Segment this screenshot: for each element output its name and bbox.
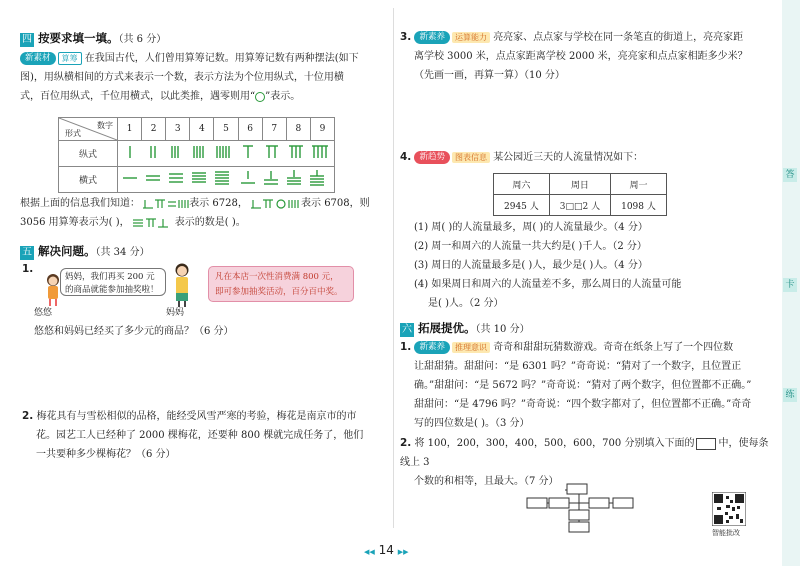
rods-question bbox=[20, 49, 388, 106]
q1-question: 悠悠和妈妈已经买了多少元的商品？（6 分） bbox=[34, 326, 234, 337]
q3-subtag: 运算能力 bbox=[452, 32, 490, 43]
mom-icon bbox=[167, 262, 197, 308]
digit-cell: 3 bbox=[166, 118, 190, 141]
q2-block bbox=[22, 407, 387, 464]
vertical-rods-graphic bbox=[118, 141, 334, 163]
promo-box: 凡在本店一次性消费满 800 元，即可参加抽奖活动，百分百中奖。 bbox=[208, 266, 354, 302]
horizontal-rods-graphic bbox=[118, 167, 334, 189]
q4-sub-3: (3) 周日的人流量最多是( )人，最少是( )人。（4 分） bbox=[414, 260, 648, 271]
section-4-title: 按要求填一填。 bbox=[38, 31, 119, 45]
section-4-badge: 四 bbox=[22, 33, 32, 45]
q3-line-1: 亮亮家、点点家与学校在同一条笔直的街道上，亮亮家距 bbox=[493, 32, 744, 43]
digit-cell: 5 bbox=[214, 118, 238, 141]
section-6-points: （共 10 分） bbox=[475, 324, 530, 335]
q4-sub-2: (2) 周一和周六的人流量一共大约是( )千人。（2 分） bbox=[414, 241, 647, 252]
rods-followup bbox=[20, 194, 388, 232]
prev-arrows-icon: ◀◀ bbox=[364, 548, 375, 556]
q3-line-3: （先画一画，再算一算）（10 分） bbox=[414, 70, 565, 81]
section-6-badge: 六 bbox=[402, 323, 412, 335]
box-diagram bbox=[525, 480, 645, 537]
q3-block bbox=[400, 28, 770, 85]
box-diagram-graphic bbox=[525, 480, 645, 534]
visitor-table bbox=[493, 173, 667, 216]
q4-subtag: 图表信息 bbox=[452, 152, 490, 163]
speech-bubble: 妈妈，我们再买 200 元的商品就能参加抽奖啦！ bbox=[60, 268, 166, 296]
q3-number: 3. bbox=[400, 31, 412, 43]
q6-1-block bbox=[400, 338, 770, 433]
new-material-tag: 新素材 bbox=[20, 52, 56, 65]
section-5-title: 解决问题。 bbox=[38, 244, 96, 258]
q2-line-1: 梅花具有与雪松相似的品格，能经受风雪严寒的考验，梅花是南京市的市 bbox=[36, 411, 357, 422]
rods-followup-1: 根据上面的信息我们知道： bbox=[20, 198, 140, 209]
visitor-value-mon: 1098 人 bbox=[611, 195, 667, 216]
blank-box-icon bbox=[696, 438, 716, 450]
qr-label: 智能批改 bbox=[712, 529, 740, 537]
rods-followup-2: 表示 6728， bbox=[189, 198, 248, 209]
rods-followup-4: 3056 用算筹表示为( )， bbox=[20, 217, 130, 228]
corner-form-label: 形式 bbox=[65, 129, 81, 138]
digit-cell: 7 bbox=[262, 118, 286, 141]
page-number-area bbox=[364, 543, 409, 557]
digit-cell: 2 bbox=[142, 118, 166, 141]
q6-2-number: 2. bbox=[400, 437, 412, 449]
section-5-points: （共 34 分） bbox=[95, 247, 150, 258]
digit-cell: 6 bbox=[238, 118, 262, 141]
side-tab-3[interactable]: 练 bbox=[783, 388, 797, 402]
right-sidebar bbox=[782, 0, 800, 566]
digit-cell: 9 bbox=[310, 118, 334, 141]
q2-line-3: 一共要种多少棵梅花？（6 分） bbox=[36, 449, 176, 460]
q6-2-line-1a: 将 100，200，300，400，500，600，700 分别填入下面的 bbox=[414, 438, 695, 449]
q6-1-line-3: 确。”甜甜问：“是 5672 吗？”奇奇说：“猜对了两个数字，但位置都不正确。” bbox=[414, 380, 752, 391]
visitor-header-sat: 周六 bbox=[494, 174, 550, 195]
section-4-heading bbox=[20, 30, 166, 47]
q4-sub-4b: 是( )人。（2 分） bbox=[428, 298, 504, 309]
section-6-heading bbox=[400, 320, 530, 337]
section-6-title: 拓展提优。 bbox=[418, 321, 476, 335]
visitor-header-sun: 周日 bbox=[549, 174, 610, 195]
mom-illustration bbox=[167, 262, 197, 308]
visitor-header-mon: 周一 bbox=[611, 174, 667, 195]
rods-6708-icon bbox=[251, 198, 301, 210]
q6-2-line-2: 个数的和相等，且最大。（7 分） bbox=[414, 476, 559, 487]
q4-sub-1: (1) 周( )的人流量最多，周( )的人流量最少。（4 分） bbox=[414, 222, 648, 233]
page-number: 14 bbox=[378, 543, 394, 557]
digit-cell: 4 bbox=[190, 118, 214, 141]
next-arrows-icon: ▶▶ bbox=[397, 548, 409, 556]
qr-code-graphic bbox=[712, 492, 746, 526]
rods-subtag: 算筹 bbox=[58, 52, 82, 65]
girl-label: 悠悠 bbox=[34, 308, 53, 318]
digit-cell: 1 bbox=[118, 118, 142, 141]
q6-1-line-1: 奇奇和甜甜玩猜数游戏。奇奇在纸条上写了一个四位数 bbox=[493, 342, 734, 353]
q4-subquestions bbox=[400, 218, 770, 313]
q6-1-number: 1. bbox=[400, 341, 412, 353]
page-divider bbox=[393, 8, 394, 528]
section-4-points: （共 6 分） bbox=[118, 34, 167, 45]
visitor-value-sat: 2945 人 bbox=[494, 195, 550, 216]
digit-cell: 8 bbox=[286, 118, 310, 141]
rods-text-4: ”表示。 bbox=[265, 91, 301, 102]
q4-intro: 某公园近三天的人流量情况如下： bbox=[493, 152, 644, 163]
rods-text-2: 图)，用纵横相间的方式来表示一个数，表示方法为个位用纵式，十位用横 bbox=[20, 72, 344, 83]
mom-label: 妈妈 bbox=[166, 308, 185, 318]
section-5-heading bbox=[20, 243, 150, 260]
q6-1-line-2: 让甜甜猜。甜甜问：“是 6301 吗？”奇奇说：“猜对了一个数字，且位置正 bbox=[414, 361, 742, 372]
qr-code-icon[interactable] bbox=[712, 492, 746, 526]
q4-block bbox=[400, 148, 770, 167]
rods-followup-5: 表示的数是( )。 bbox=[174, 217, 246, 228]
q6-1-tag: 新素养 bbox=[414, 341, 450, 354]
rods-text-3: 式，百位用纵式，千位用横式，以此类推，遇零则用“ bbox=[20, 91, 256, 102]
rods-followup-3: 表示 6708，则 bbox=[301, 198, 370, 209]
side-tab-2[interactable]: 卡 bbox=[783, 278, 797, 292]
rods-text-1: 在我国古代，人们曾用算筹记数。用算筹记数有两种摆法(如下 bbox=[84, 53, 359, 64]
zero-circle-icon bbox=[255, 92, 265, 102]
q3-line-2: 离学校 3000 米，点点家距离学校 2000 米，亮亮家和点点家相距多少米？ bbox=[414, 51, 748, 62]
rods-table bbox=[58, 117, 335, 193]
rods-mystery-icon bbox=[133, 217, 175, 229]
vertical-form-label: 纵式 bbox=[59, 141, 118, 167]
q4-sub-4: (4) 如果周日和周六的人流量差不多，那么周日的人流量可能 bbox=[414, 279, 682, 290]
section-5-badge: 五 bbox=[22, 246, 32, 258]
horizontal-form-label: 横式 bbox=[59, 167, 118, 193]
corner-digits-label: 数字 bbox=[97, 121, 113, 130]
q4-tag: 新趋势 bbox=[414, 151, 450, 164]
q4-number: 4. bbox=[400, 151, 412, 163]
vertical-rods-row bbox=[118, 141, 335, 167]
q6-1-line-4: 甜甜问：“是 4796 吗？”奇奇说：“四个数字都对了，但位置都不正确。”奇奇 bbox=[414, 399, 752, 410]
q6-1-line-5: 写的四位数是( )。（3 分） bbox=[414, 418, 530, 429]
q3-tag: 新素养 bbox=[414, 31, 450, 44]
q6-1-subtag: 推理意识 bbox=[452, 342, 490, 353]
q6-2-line-1b: 中，使每条线上 3 bbox=[400, 438, 769, 468]
horizontal-rods-row bbox=[118, 167, 335, 193]
rods-6728-icon bbox=[143, 198, 189, 210]
q2-number: 2. bbox=[22, 410, 34, 422]
rods-table-corner bbox=[59, 118, 118, 141]
visitor-value-sun: 3□□2 人 bbox=[549, 195, 610, 216]
q2-line-2: 花。园艺工人已经种了 2000 棵梅花，还要种 800 棵就完成任务了，他们 bbox=[36, 430, 364, 441]
side-tab-1[interactable]: 答 bbox=[783, 168, 797, 182]
q1-number: 1. bbox=[22, 263, 34, 275]
